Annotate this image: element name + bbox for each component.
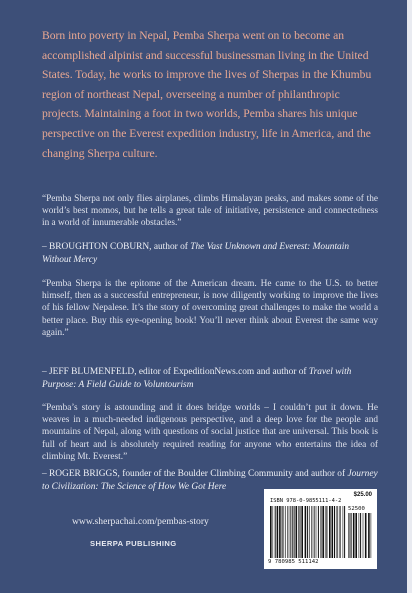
barcode-bar (307, 506, 308, 558)
website-url: www.sherpachai.com/pembas-story (72, 516, 209, 527)
endorser-work: Journey to Civilization: The Science of How We Got Here (42, 469, 378, 492)
endorsement-attribution (42, 241, 378, 267)
barcode-bar (298, 506, 299, 558)
barcode-bar (359, 513, 360, 558)
barcode-bar (351, 513, 352, 558)
endorser-name: – BROUGHTON COBURN, (42, 242, 152, 252)
barcode-bar (290, 506, 291, 558)
barcode-bar (339, 506, 340, 558)
barcode-bar (301, 506, 303, 558)
endorsement-quote: “Pemba Sherpa not only flies airplanes, climbs Himalayan peaks, and makes some of the world’s best momos, but he tells a great tale of initiative, persistence and connectedness in a world of innumerable obstacles.” (42, 194, 378, 229)
barcode-bar (287, 506, 288, 558)
cover-edge (407, 0, 412, 593)
endorser-role: author of (151, 242, 191, 252)
barcode-bar (322, 506, 324, 558)
barcode-bar (282, 506, 283, 558)
barcode-bar (305, 506, 307, 558)
barcode-bar (360, 513, 361, 558)
publisher-name: SHERPA PUBLISHING (90, 539, 177, 548)
barcode-bar (340, 506, 341, 558)
barcode-bar (309, 506, 310, 558)
book-blurb: Born into poverty in Nepal, Pemba Sherpa went on to become an accomplished alpinist and successful businessman living in the United States. Today, he works to improve the lives of Sherpas in the Khumbu region of northeast Nepal, overseeing a number of philanthropic projects. Maintaining a foot in two worlds, Pemba shares his unique perspective on the Everest expedition industry, life in America, and the changing Sherpa culture. (42, 29, 372, 160)
endorser-role: founder of the Boulder Climbing Community and author of (119, 469, 348, 479)
endorser-work: Travel with Purpose: A Field Guide to Voluntourism (42, 367, 352, 390)
endorser-work: The Vast Unknown and Everest: Mountain Without Mercy (42, 242, 350, 265)
barcode-bar (314, 506, 315, 558)
barcode-bar (321, 506, 322, 558)
isbn-barcode (264, 489, 377, 569)
barcode-bar (355, 513, 357, 558)
barcode-bar (277, 506, 279, 558)
ean-number: 9 780985 511142 (268, 559, 319, 565)
barcode-bar (300, 506, 301, 558)
barcode-bar (325, 506, 326, 558)
barcode-bar (326, 506, 327, 558)
barcode-bar (337, 506, 338, 558)
barcode-bar (273, 506, 274, 558)
barcode-bar (318, 506, 319, 558)
barcode-bar (336, 506, 337, 558)
barcode-bar (296, 506, 298, 558)
endorser-role: editor of ExpeditionNews.com and author of (136, 367, 309, 377)
barcode-bar (292, 506, 293, 558)
barcode-bar (275, 506, 276, 558)
barcode-bar (371, 513, 372, 558)
barcode-bar (270, 506, 272, 558)
barcode-bar (344, 506, 345, 558)
barcode-bar (350, 513, 351, 558)
endorser-name: – ROGER BRIGGS, (42, 469, 120, 479)
barcode-bar (313, 506, 314, 558)
isbn-number: ISBN 978-0-9855111-4-2 (270, 498, 342, 504)
barcode-bar (316, 506, 317, 558)
barcode-bar (363, 513, 364, 558)
barcode-bar (284, 506, 285, 558)
barcode-bar (294, 506, 295, 558)
barcode-bar (348, 513, 349, 558)
barcode-bar (343, 506, 344, 558)
barcode-bar (353, 513, 355, 558)
addon-barcode-bars (348, 513, 372, 558)
barcode-bar (311, 506, 312, 558)
price-label: $25.00 (353, 492, 372, 498)
endorsement-quote: “Pemba’s story is astounding and it does bridge worlds – I couldn’t put it down. He weaves in a much-needed indigenous perspective, and a deep love for the people and mountains of Nepal, along with questions of social justice that are universal. This book is full of heart and is absolutely required reading for anyone who entertains the idea of climbing Mt. Everest.” (42, 403, 378, 462)
barcode-bar (365, 513, 367, 558)
endorsement-quote: “Pemba Sherpa is the epitome of the American dream. He came to the U.S. to better himself, then as a successful entrepreneur, is now diligently working to improve the lives of his fellow Nepalese. It’s the story of overcoming great challenges to make the world a better place. Buy this eye-opening book! You’ll never think about Everest the same way again.” (42, 279, 378, 338)
barcode-bar (334, 506, 335, 558)
barcode-bar (285, 506, 286, 558)
barcode-bar (289, 506, 290, 558)
barcode-bar (368, 513, 370, 558)
endorser-name: – JEFF BLUMENFELD, (42, 367, 137, 377)
barcode-bar (279, 506, 281, 558)
addon-code: 52500 (348, 506, 365, 512)
barcode-bar (329, 506, 331, 558)
endorsement-attribution (42, 366, 378, 392)
barcode-bar (332, 506, 334, 558)
ean-barcode-bars (270, 506, 346, 558)
